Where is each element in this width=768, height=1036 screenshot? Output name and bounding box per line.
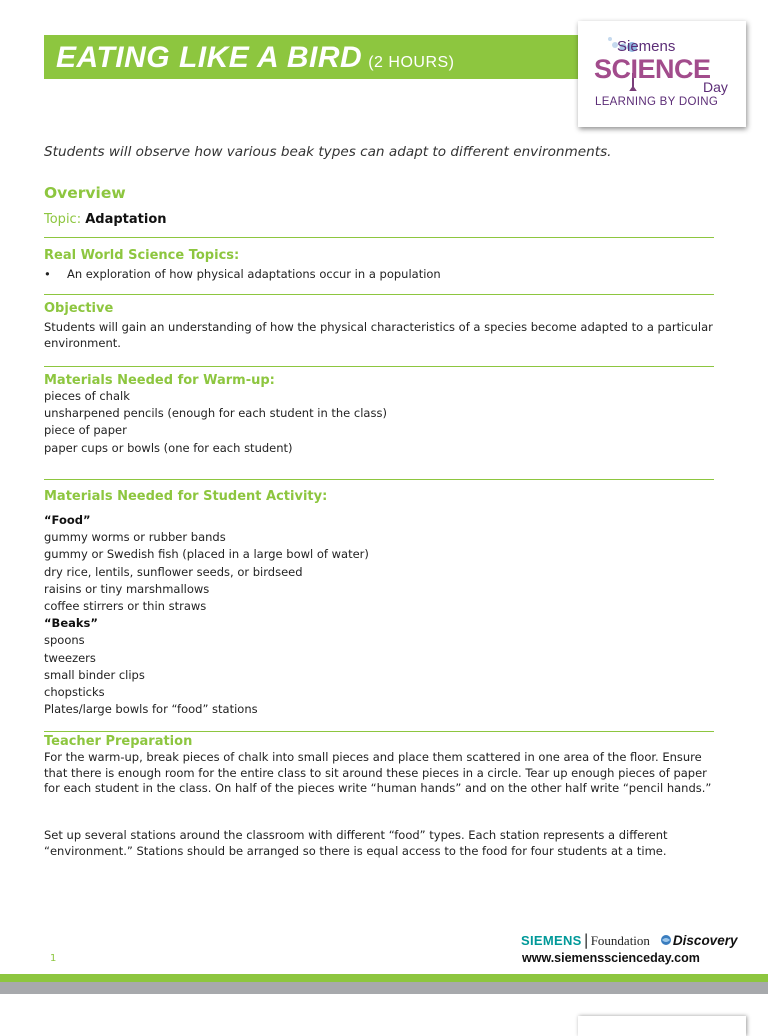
list-item: paper cups or bowls (one for each student) xyxy=(44,440,293,455)
list-item: gummy worms or rubber bands xyxy=(44,530,226,545)
topic-label: Topic: xyxy=(44,212,82,227)
real-world-item: • An exploration of how physical adaptations occur in a population xyxy=(44,267,441,281)
next-page-logo-edge xyxy=(578,1016,746,1036)
footer-gray-bar xyxy=(0,982,768,994)
duration-text: (2 HOURS) xyxy=(368,54,455,71)
logo-brand: Siemens xyxy=(617,38,676,55)
page-number: 1 xyxy=(50,953,57,964)
section-divider xyxy=(44,731,714,732)
intro-text: Students will observe how various beak types can adapt to different environments. xyxy=(44,144,612,160)
logo-divider: | xyxy=(583,931,589,949)
list-item: pieces of chalk xyxy=(44,389,130,403)
beaks-label: “Beaks” xyxy=(44,616,98,631)
section-divider xyxy=(44,294,714,295)
list-item: gummy or Swedish fish (placed in a large bowl of water) xyxy=(44,547,369,562)
objective-text: Students will gain an understanding of how the physical characteristics of a species become adapted to a particular environment. xyxy=(44,320,713,350)
list-item: spoons xyxy=(44,633,85,648)
food-label: “Food” xyxy=(44,513,91,527)
website-link[interactable]: www.siemensscienceday.com xyxy=(522,951,700,965)
list-item: unsharpened pencils (enough for each student in the class) xyxy=(44,406,387,421)
siemens-logo: SIEMENS xyxy=(521,933,582,948)
foundation-text: Foundation xyxy=(590,933,650,948)
footer-green-bar xyxy=(0,974,768,982)
objective-heading: Objective xyxy=(44,301,114,316)
warmup-list xyxy=(44,388,387,457)
warmup-heading: Materials Needed for Warm-up: xyxy=(44,373,275,388)
logo-tagline: LEARNING BY DOING xyxy=(595,96,719,108)
discovery-logo: Discovery xyxy=(660,933,738,948)
activity-heading: Materials Needed for Student Activity: xyxy=(44,489,328,504)
list-item: tweezers xyxy=(44,650,96,665)
section-divider xyxy=(44,366,714,367)
logo-science: SCIENCE xyxy=(594,54,711,84)
topic-value: Adaptation xyxy=(85,212,167,227)
logo-day: Day xyxy=(703,79,728,95)
prep-paragraph-1: For the warm-up, break pieces of chalk into small pieces and place them scattered in one area of the floor. Ensure that there is enough room for the entire class to sit around these pieces in a circle. Tear up enough pieces of paper for each student in the class. On half of the pieces write “human hands” and on the other half write “pencil hands.” xyxy=(44,750,712,795)
section-divider xyxy=(44,479,714,480)
list-item: dry rice, lentils, sunflower seeds, or birdseed xyxy=(44,564,303,579)
list-item: chopsticks xyxy=(44,684,105,699)
siemens-science-day-logo xyxy=(578,21,746,127)
globe-icon xyxy=(660,934,672,946)
prep-heading: Teacher Preparation xyxy=(44,734,193,749)
list-item: piece of paper xyxy=(44,423,127,438)
prep-paragraph-2: Set up several stations around the classroom with different “food” types. Each station represents a different “environment.” Stations should be arranged so there is equal access to the food for four students at a time. xyxy=(44,828,668,858)
list-item: raisins or tiny marshmallows xyxy=(44,581,210,596)
title-text: EATING LIKE A BIRD xyxy=(56,41,363,74)
list-item: Plates/large bowls for “food” stations xyxy=(44,702,258,717)
topic-line xyxy=(44,212,167,227)
section-divider xyxy=(44,237,714,238)
page-title xyxy=(56,41,455,75)
list-item: coffee stirrers or thin straws xyxy=(44,598,207,613)
activity-list xyxy=(44,512,369,718)
real-world-heading: Real World Science Topics: xyxy=(44,248,240,263)
overview-heading: Overview xyxy=(44,184,126,202)
list-item: small binder clips xyxy=(44,667,145,682)
footer-logos xyxy=(521,930,737,949)
